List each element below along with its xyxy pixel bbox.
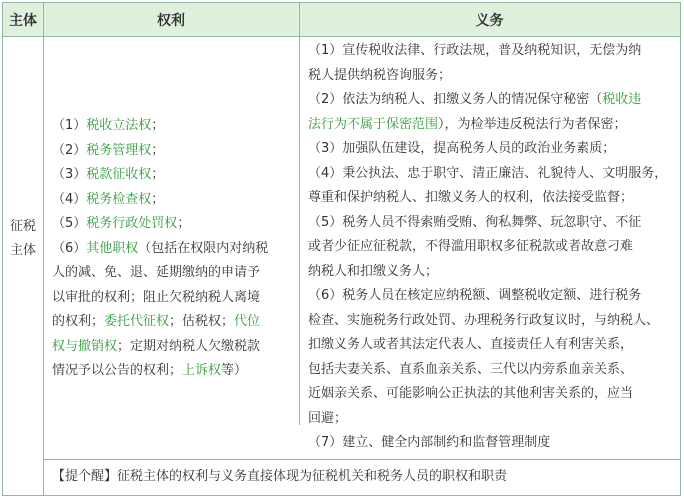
text-segment: （4）	[52, 191, 87, 207]
text-line	[308, 333, 680, 358]
column-divider	[43, 3, 44, 495]
subject-cell	[3, 215, 43, 263]
text-line	[308, 64, 680, 89]
text-segment: ；	[151, 167, 165, 182]
subject-label: 主体	[9, 243, 36, 258]
text-line	[52, 237, 297, 262]
header-subject: 主体	[3, 3, 43, 37]
highlight-term: 税款征收权	[86, 167, 152, 182]
text-segment: （7）建立、健全内部制约和监督管理制度	[308, 435, 551, 450]
column-divider	[299, 3, 300, 425]
text-segment: 以审批的权利；阻止欠税纳税人离境	[52, 289, 261, 305]
text-line	[308, 260, 680, 285]
text-line	[52, 310, 297, 335]
subject-label: 征税	[9, 219, 36, 234]
text-segment: （2）依法为纳税人、扣缴义务人的情况保守秘密（	[308, 92, 603, 107]
highlight-term: 其他职权	[86, 240, 139, 256]
text-segment: ；	[151, 118, 165, 133]
text-segment: 等）	[221, 363, 248, 378]
text-segment: 检查、实施税务行政处罚、办理税务行政复议时，与纳税人、	[308, 312, 660, 328]
text-line	[52, 335, 297, 360]
text-line	[308, 382, 680, 407]
text-line	[52, 286, 297, 311]
highlight-term: 代位	[234, 314, 261, 329]
text-segment: （6）税务人员在核定应纳税额、调整税收定额、进行税务	[308, 288, 642, 303]
header-duties: 义务	[299, 3, 680, 37]
text-segment: 扣缴义务人或者其法定代表人、直接责任人有利害关系，	[308, 337, 634, 352]
text-segment: ；定期对纳税人欠缴税款	[117, 338, 261, 354]
highlight-term: 权与撤销权	[52, 338, 118, 354]
header-rights: 权利	[43, 3, 299, 37]
reminder-note: 【提个醒】征税主体的权利与义务直接体现为征税机关和税务人员的职权和职责	[52, 469, 508, 484]
text-line	[52, 188, 297, 213]
highlight-term: 法行为不属于保密范围	[308, 116, 439, 132]
text-segment: 的权利；	[52, 314, 105, 329]
row-divider	[43, 459, 680, 460]
text-line	[308, 186, 680, 211]
text-segment: ；	[151, 191, 165, 207]
highlight-term: 税收立法权	[86, 118, 152, 133]
text-segment: 纳税人和扣缴义务人；	[308, 263, 439, 279]
text-line	[308, 88, 680, 113]
text-segment: 尊重和保护纳税人、扣缴义务人的权利，依法接受监督；	[308, 190, 634, 205]
highlight-term: 税务管理权	[86, 142, 152, 158]
text-segment: （4）秉公执法、忠于职守、清正廉洁、礼貌待人、文明服务，	[308, 165, 668, 181]
text-line	[308, 137, 680, 162]
text-segment: （1）宣传税收法律、行政法规，普及纳税知识，无偿为纳	[308, 43, 642, 58]
text-segment: （3）	[52, 167, 87, 182]
text-line	[308, 113, 680, 138]
text-segment: ），为检举违反税法行为者保密；	[438, 116, 627, 132]
text-line	[308, 235, 680, 260]
text-line	[308, 162, 680, 187]
text-line	[308, 431, 680, 456]
text-line	[52, 139, 297, 164]
text-segment: ；	[177, 216, 191, 231]
text-line	[52, 212, 297, 237]
text-line	[308, 358, 680, 383]
duties-cell	[308, 39, 680, 456]
text-line	[52, 114, 297, 139]
text-line	[308, 284, 680, 309]
text-segment: 近姻亲关系、可能影响公正执法的其他利害关系的，应当	[308, 386, 634, 401]
highlight-term: 税收违	[602, 92, 642, 107]
text-line	[308, 407, 680, 432]
highlight-term: 税务检查权	[86, 191, 152, 207]
text-segment: （2）	[52, 142, 87, 158]
text-segment: 情况予以公告的权利；	[52, 363, 183, 378]
text-line	[52, 261, 297, 286]
text-segment: （5）税务人员不得索贿受贿、徇私舞弊、玩忽职守、不征	[308, 214, 642, 230]
text-segment: （1）	[52, 118, 87, 133]
text-segment: （包括在权限内对纳税	[138, 240, 269, 256]
text-segment: 税人提供纳税咨询服务；	[308, 67, 452, 83]
text-segment: 包括夫妻关系、直系血亲关系、三代以内旁系血亲关系、	[308, 361, 634, 377]
text-segment: （5）	[52, 216, 87, 231]
text-segment: ；估税权；	[169, 314, 235, 329]
rights-cell	[52, 114, 297, 384]
text-segment: 回避；	[308, 410, 348, 426]
text-segment: （6）	[52, 240, 87, 256]
text-line	[52, 163, 297, 188]
text-line	[52, 359, 297, 384]
text-segment: 人的减、免、退、延期缴纳的申请予	[52, 265, 261, 280]
highlight-term: 税务行政处罚权	[86, 216, 178, 231]
rights-duties-table	[2, 2, 681, 496]
text-line	[308, 211, 680, 236]
highlight-term: 委托代征权	[104, 314, 170, 329]
text-line	[308, 309, 680, 334]
text-line	[308, 39, 680, 64]
text-segment: 或者少征应征税款，不得滥用职权多征税款或者故意刁难	[308, 239, 634, 254]
highlight-term: 上诉权	[182, 363, 222, 378]
text-segment: （3）加强队伍建设，提高税务人员的政治业务素质；	[308, 141, 616, 156]
text-segment: ；	[151, 142, 165, 158]
